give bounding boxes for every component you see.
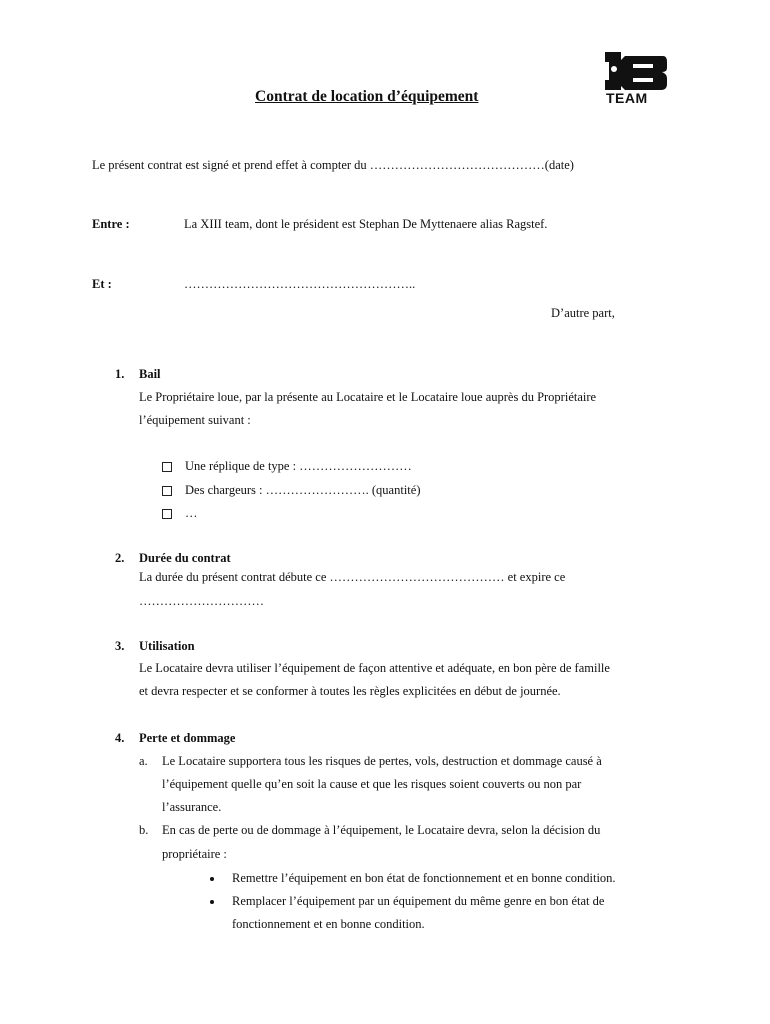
- skull-13-logo-icon: [603, 50, 667, 90]
- section-1-line: l’équipement suivant :: [139, 413, 251, 427]
- section-1-heading: Bail: [139, 367, 161, 381]
- item-a-line: l’équipement quelle qu’en soit la cause et que les risques soient couverts ou non par: [162, 777, 582, 791]
- entre-label: Entre :: [92, 217, 130, 231]
- checklist-item: …: [185, 506, 198, 520]
- section-2-number: 2.: [115, 551, 125, 565]
- section-2-line: …………………………: [139, 594, 264, 608]
- section-3-number: 3.: [115, 639, 125, 653]
- intro-line: Le présent contrat est signé et prend effet à compter du ……………………………………(date): [92, 158, 574, 172]
- section-4-heading: Perte et dommage: [139, 731, 236, 745]
- bullet-item-line: fonctionnement et en bonne condition.: [232, 917, 425, 931]
- entre-text: La XIII team, dont le président est Stephan De Myttenaere alias Ragstef.: [184, 217, 548, 231]
- bullet-icon: [210, 877, 214, 881]
- item-b-line: En cas de perte ou de dommage à l’équipement, le Locataire devra, selon la décision du: [162, 823, 601, 837]
- bullet-item-line: Remettre l’équipement en bon état de fonctionnement et en bonne condition.: [232, 871, 616, 885]
- autre-part: D’autre part,: [551, 306, 615, 320]
- section-2-line: La durée du présent contrat débute ce …………………………………… et expire ce: [139, 570, 566, 584]
- bullet-item-line: Remplacer l’équipement par un équipement du même genre en bon état de: [232, 894, 605, 908]
- item-letter: b.: [139, 823, 149, 837]
- item-letter: a.: [139, 754, 148, 768]
- checkbox-icon: [162, 462, 172, 472]
- section-4-number: 4.: [115, 731, 125, 745]
- section-2-heading: Durée du contrat: [139, 551, 231, 565]
- team-logo: [603, 50, 669, 108]
- section-1-number: 1.: [115, 367, 125, 381]
- item-b-line: propriétaire :: [162, 847, 227, 861]
- et-text: ………………………………………………..: [184, 277, 416, 291]
- section-3-heading: Utilisation: [139, 639, 195, 653]
- section-3-line: Le Locataire devra utiliser l’équipement de façon attentive et adéquate, en bon père de famille: [139, 661, 610, 675]
- item-a-line: Le Locataire supportera tous les risques de pertes, vols, destruction et dommage causé à: [162, 754, 602, 768]
- checkbox-icon: [162, 486, 172, 496]
- section-1-line: Le Propriétaire loue, par la présente au Locataire et le Locataire loue auprès du Propriétaire: [139, 390, 597, 404]
- checklist-item: Une réplique de type : ………………………: [185, 459, 412, 473]
- et-label: Et :: [92, 277, 112, 291]
- logo-text: TEAM: [606, 90, 648, 106]
- item-a-line: l’assurance.: [162, 800, 222, 814]
- section-3-line: et devra respecter et se conformer à toutes les règles explicitées en début de journée.: [139, 684, 561, 698]
- document-title: Contrat de location d’équipement: [255, 88, 479, 105]
- checkbox-icon: [162, 509, 172, 519]
- checklist-item: Des chargeurs : ……………………. (quantité): [185, 483, 421, 497]
- bullet-icon: [210, 900, 214, 904]
